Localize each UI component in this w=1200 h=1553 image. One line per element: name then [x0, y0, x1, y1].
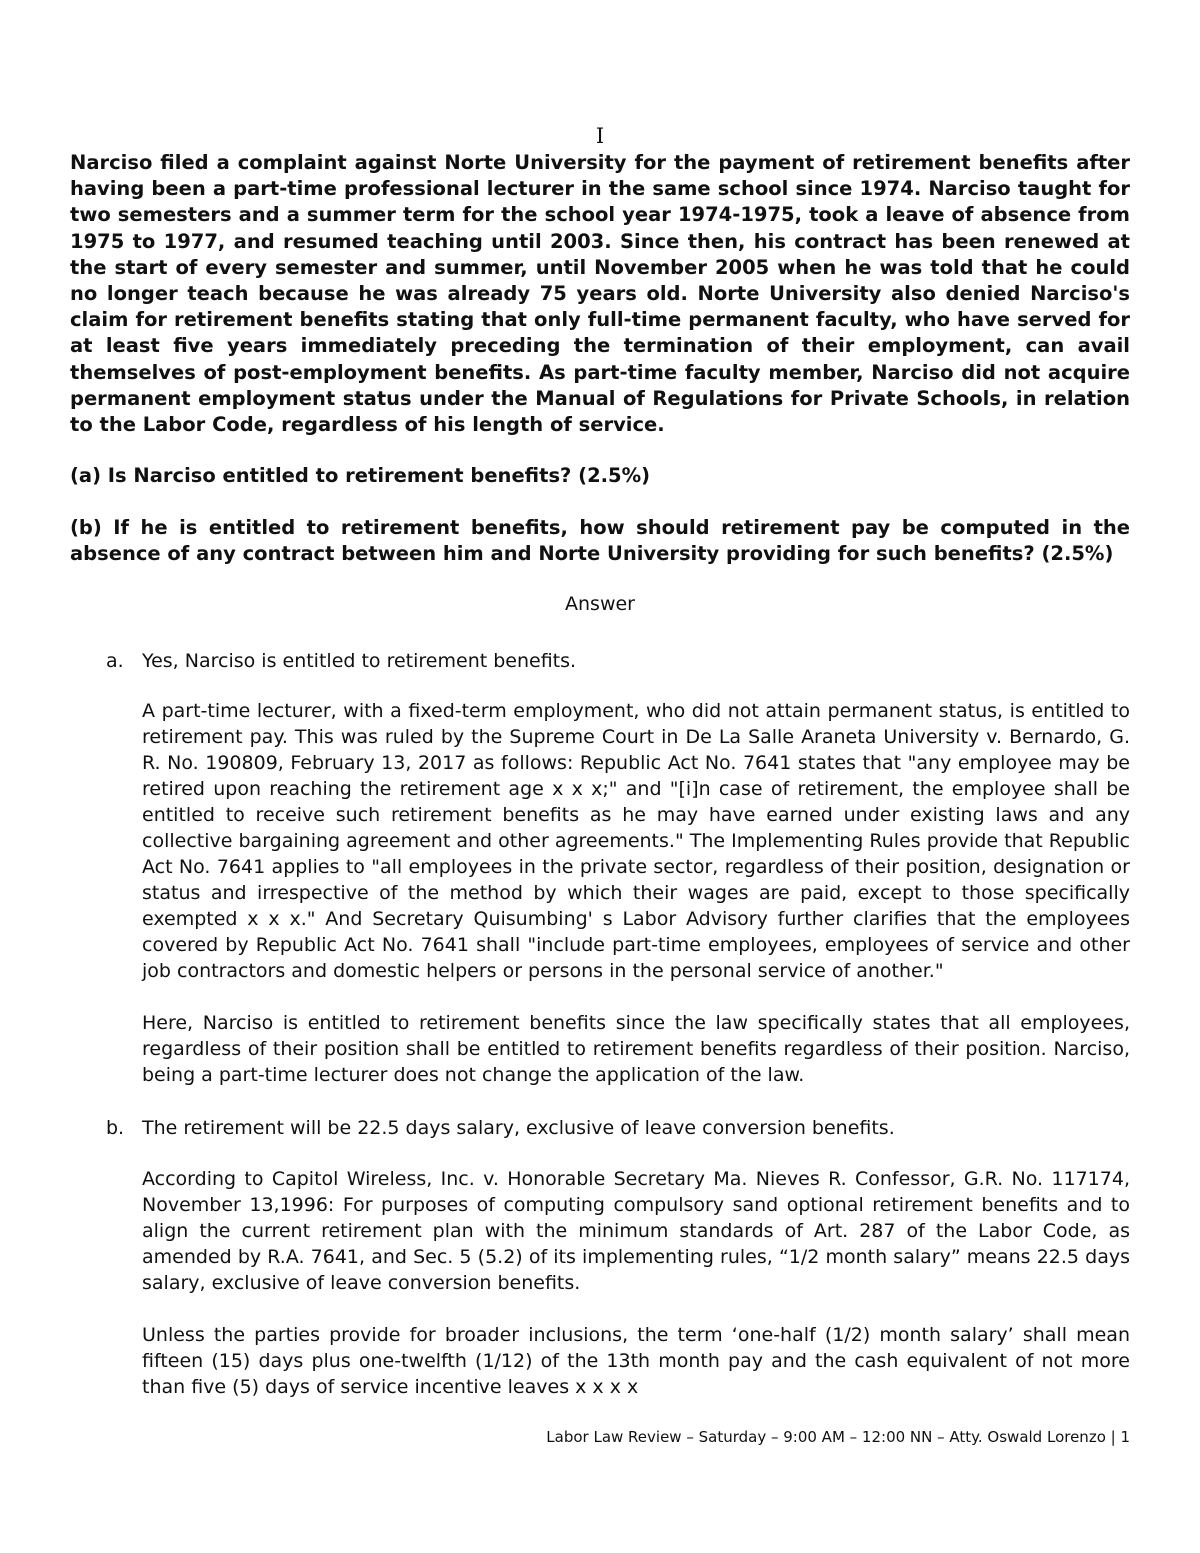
answer-b-lead: The retirement will be 22.5 days salary, exclusive of leave conversion benefits.	[142, 1117, 895, 1139]
answer-a-paragraph-2: Here, Narciso is entitled to retirement benefits since the law specifically states that all employees, regardless of their position shall be entitled to retirement benefits regardless of their position. Narciso, being a part-time lecturer does not change the application of the law.	[142, 1012, 1130, 1086]
page-footer: Labor Law Review – Saturday – 9:00 AM – 12:00 NN – Atty. Oswald Lorenzo | 1	[546, 1428, 1130, 1446]
answer-b-paragraph-2: Unless the parties provide for broader inclusions, the term ‘one-half (1/2) month salary’ shall mean fifteen (15) days plus one-twelfth (1/12) of the 13th month pay and the cash equivalent of not more than five (5) days of service incentive leaves x x x x	[142, 1324, 1130, 1398]
answer-a-marker: a.	[106, 650, 124, 672]
question-b: (b) If he is entitled to retirement benefits, how should retirement pay be computed in the absence of any contract between him and Norte University providing for such benefits? (2.5%)	[70, 516, 1130, 566]
answer-b-paragraph-1: According to Capitol Wireless, Inc. v. Honorable Secretary Ma. Nieves R. Confessor, G.R. No. 117174, November 13,1996: For purposes of computing compulsory sand optional retirement benefits and to align the current retirement plan with the minimum standards of Art. 287 of the Labor Code, as amended by R.A. 7641, and Sec. 5 (5.2) of its implementing rules, “1/2 month salary” means 22.5 days salary, exclusive of leave conversion benefits.	[142, 1168, 1130, 1294]
section-number: I	[595, 124, 605, 148]
question-a: (a) Is Narciso entitled to retirement benefits? (2.5%)	[70, 464, 651, 487]
question-text: Narciso filed a complaint against Norte University for the payment of retirement benefits after having been a part-time professional lecturer in the same school since 1974. Narciso taught for two semesters and a summer term for the school year 1974-1975, took a leave of absence from 1975 to 1977, and resumed teaching until 2003. Since then, his contract has been renewed at the start of every semester and summer, until November 2005 when he was told that he could no longer teach because he was already 75 years old. Norte University also denied Narciso's claim for retirement benefits stating that only full-time permanent faculty, who have served for at least five years immediately preceding the termination of their employment, can avail themselves of post-employment benefits. As part-time faculty member, Narciso did not acquire permanent employment status under the Manual of Regulations for Private Schools, in relation to the Labor Code, regardless of his length of service.	[70, 151, 1130, 437]
answer-a-lead: Yes, Narciso is entitled to retirement benefits.	[142, 650, 577, 672]
answer-heading: Answer	[565, 593, 635, 615]
answer-a-paragraph-1: A part-time lecturer, with a fixed-term employment, who did not attain permanent status, is entitled to retirement pay. This was ruled by the Supreme Court in De La Salle Araneta University v. Bernardo, G. R. No. 190809, February 13, 2017 as follows: Republic Act No. 7641 states that "any employee may be retired upon reaching the retirement age x x x;" and "[i]n case of retirement, the employee shall be entitled to receive such retirement benefits as he may have earned under existing laws and any collective bargaining agreement and other agreements." The Implementing Rules provide that Republic Act No. 7641 applies to "all employees in the private sector, regardless of their position, designation or status and irrespective of the method by which their wages are paid, except to those specifically exempted x x x." And Secretary Quisumbing' s Labor Advisory further clarifies that the employees covered by Republic Act No. 7641 shall "include part-time employees, employees of service and other job contractors and domestic helpers or persons in the personal service of another."	[142, 700, 1130, 982]
answer-b-marker: b.	[106, 1117, 125, 1139]
